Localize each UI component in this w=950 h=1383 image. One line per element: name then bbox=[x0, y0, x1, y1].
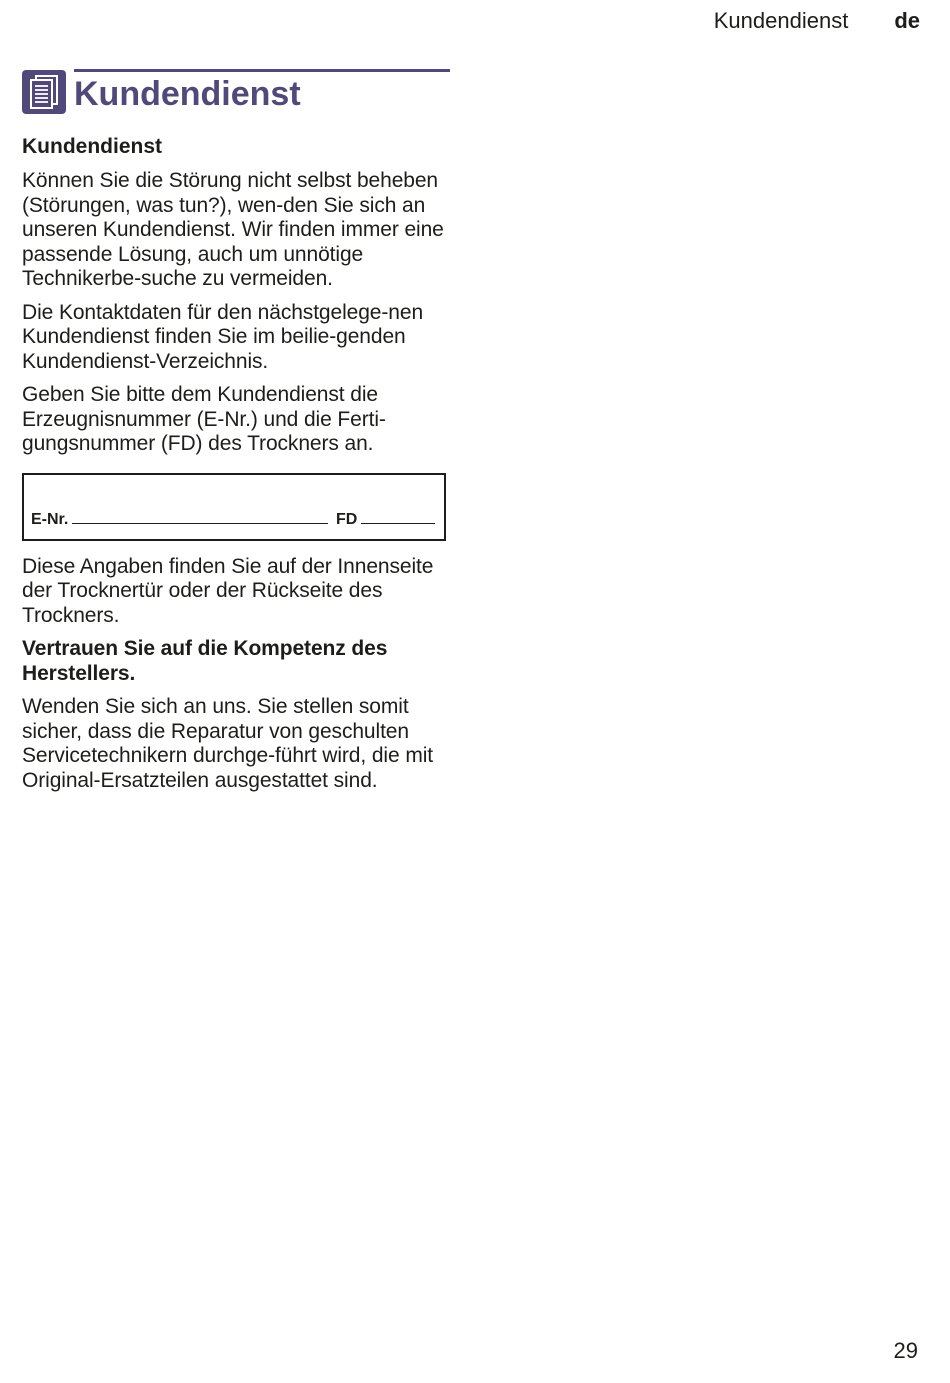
enr-field bbox=[31, 511, 328, 529]
paragraph-trust: Wenden Sie sich an uns. Sie stellen somit sicher, dass die Reparatur von geschulten Servicetechnikern durchge-führt wird, die mit Original-Ersatzteilen ausgestattet sind. bbox=[22, 695, 434, 792]
fd-label: FD bbox=[336, 510, 358, 528]
enr-line bbox=[72, 522, 328, 524]
paragraph-intro: Können Sie die Störung nicht selbst beheben (Störungen, was tun?), wen-den Sie sich an unseren Kundendienst. Wir finden immer eine passende Lösung, auch um unnötige Technikerbe-suche zu vermeiden. bbox=[22, 169, 444, 290]
paragraph-location: Diese Angaben finden Sie auf der Innenseite der Trocknertür oder der Rückseite des Trockners. bbox=[22, 554, 434, 627]
product-number-form bbox=[22, 473, 446, 541]
main-column bbox=[22, 68, 450, 802]
header-language: de bbox=[894, 8, 920, 33]
running-header bbox=[714, 8, 920, 34]
section-title: Kundendienst bbox=[74, 75, 301, 113]
paragraph-contact: Die Kontaktdaten für den nächstgelege-nen Kundendienst finden Sie im beilie-genden Kundendienst-Verzeichnis. bbox=[22, 300, 424, 373]
paragraph-numbers: Geben Sie bitte dem Kundendienst die Erzeugnisnummer (E-Nr.) und die Ferti-gungsnummer (FD) des Trockners an. bbox=[22, 383, 386, 455]
header-section-title: Kundendienst bbox=[713, 8, 849, 33]
paragraph-trust-heading: Vertrauen Sie auf die Kompetenz des Herstellers. bbox=[22, 637, 388, 685]
document-list-icon bbox=[22, 70, 66, 114]
subheading: Kundendienst bbox=[22, 135, 162, 158]
page-number: 29 bbox=[893, 1338, 918, 1363]
fd-field bbox=[336, 511, 435, 529]
enr-label: E-Nr. bbox=[31, 510, 69, 528]
section-rule bbox=[74, 69, 450, 72]
fd-line bbox=[361, 522, 435, 524]
section-heading bbox=[22, 68, 450, 116]
